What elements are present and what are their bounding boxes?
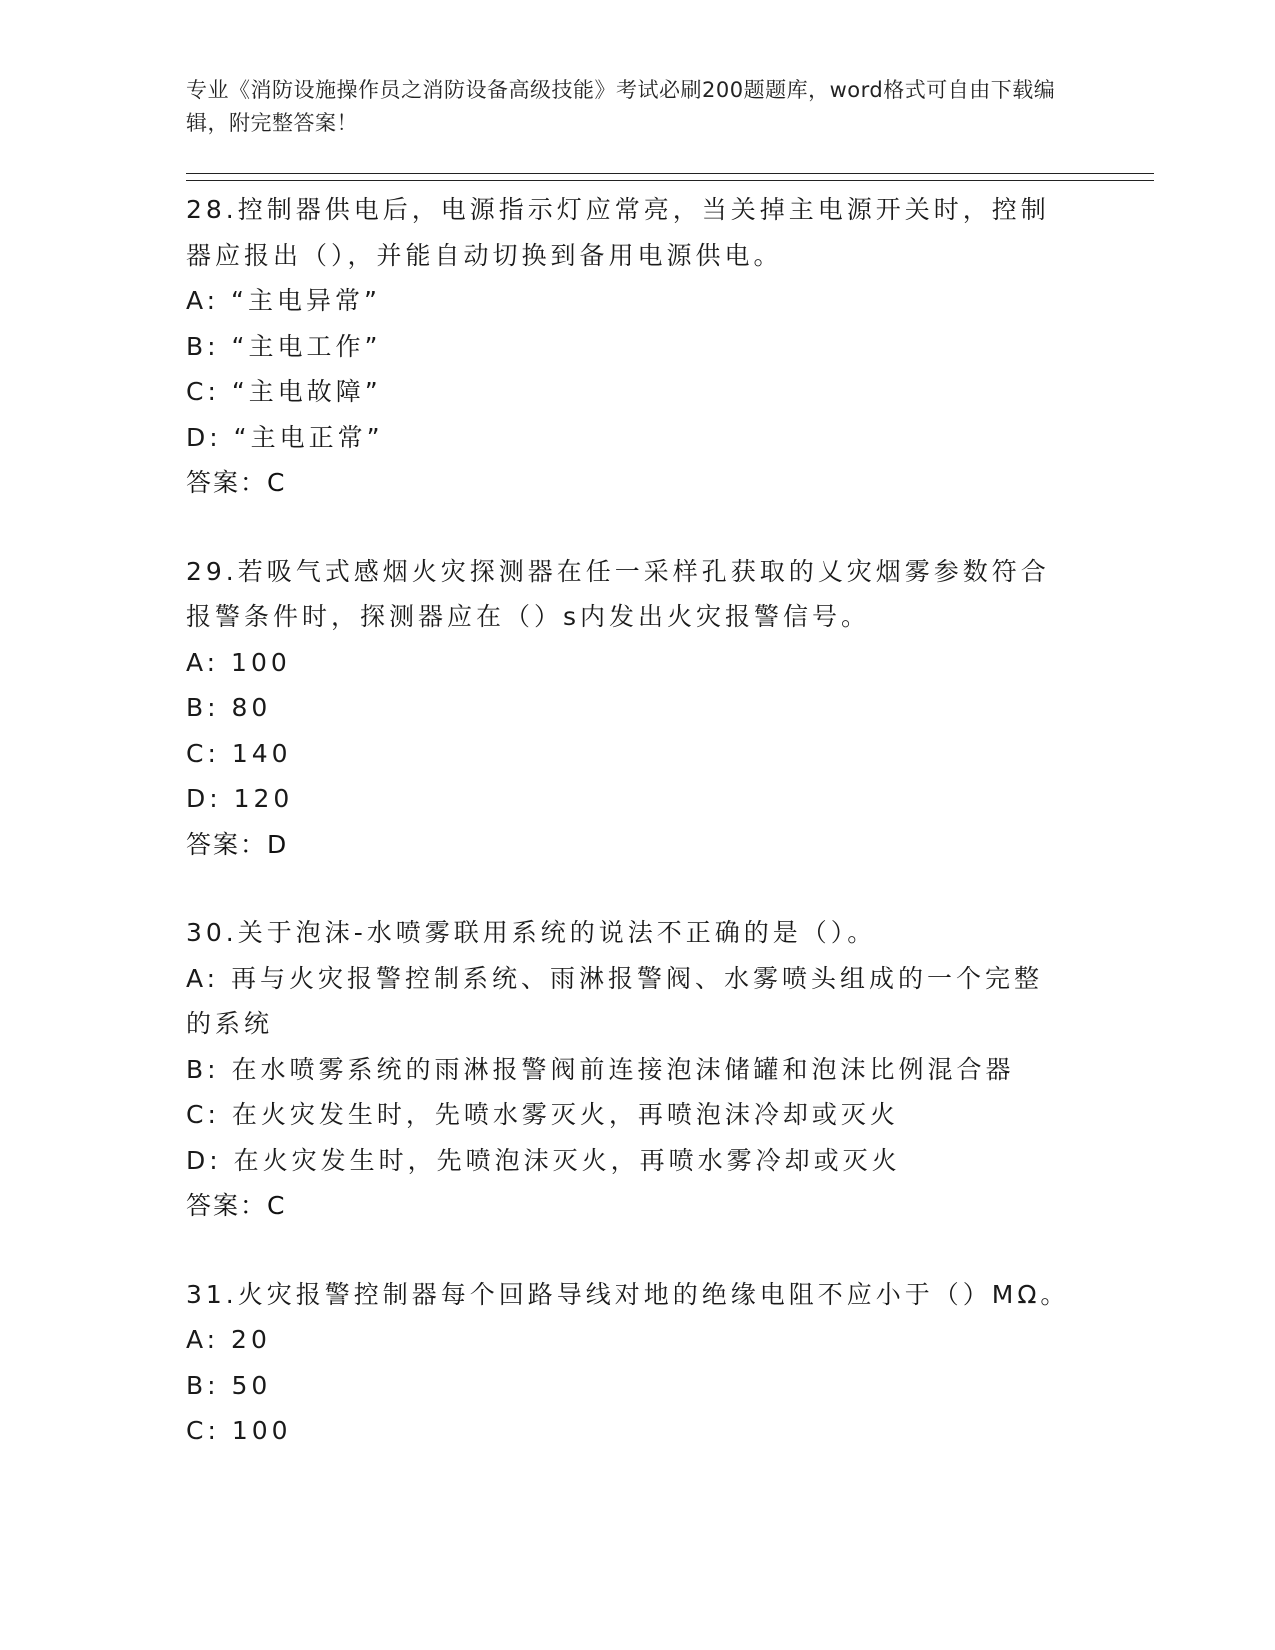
option-b: B: 在水喷雾系统的雨淋报警阀前连接泡沫储罐和泡沫比例混合器 <box>186 1054 1015 1084</box>
question-stem: 28.控制器供电后，电源指示灯应常亮，当关掉主电源开关时，控制器应报出（），并能自动切换到备用电源供电。 <box>186 195 1050 270</box>
answer <box>186 1183 1086 1229</box>
answer-value: C <box>267 468 286 497</box>
header-rule-top <box>186 173 1154 174</box>
document-header: 专业《消防设施操作员之消防设备高级技能》考试必刷200题题库，word格式可自由下载编辑，附完整答案！ <box>186 78 1056 135</box>
option-c: C: 140 <box>186 738 292 768</box>
option-a: A: 20 <box>186 1325 271 1354</box>
option-b: B: “主电工作” <box>186 331 382 361</box>
option-b: B: 80 <box>186 693 272 722</box>
option-b: B: 50 <box>186 1370 272 1400</box>
question-29 <box>186 549 1086 868</box>
answer-value: C <box>267 1191 286 1220</box>
answer-label: 答案： <box>186 829 268 859</box>
question-stem: 30.关于泡沫-水喷雾联用系统的说法不正确的是（）。 <box>186 918 877 947</box>
answer-label: 答案： <box>186 1191 268 1220</box>
option-d: D: 120 <box>186 784 294 813</box>
question-31 <box>186 1272 1086 1454</box>
answer <box>186 460 1086 506</box>
answer <box>186 822 1086 868</box>
option-c: C: 在火灾发生时，先喷水雾灭火，再喷泡沫冷却或灭火 <box>186 1100 899 1129</box>
header-rule-bottom <box>186 180 1154 181</box>
option-d: D: “主电正常” <box>186 422 384 452</box>
answer-value: D <box>267 829 288 859</box>
option-a: A: 再与火灾报警控制系统、雨淋报警阀、水雾喷头组成的一个完整的系统 <box>186 963 1044 1038</box>
question-stem: 29.若吸气式感烟火灾探测器在任一采样孔获取的乂灾烟雾参数符合报警条件时，探测器应在（）s内发出火灾报警信号。 <box>186 556 1050 631</box>
question-list <box>186 187 1086 1497</box>
question-stem: 31.火灾报警控制器每个回路导线对地的绝缘电阻不应小于（）MΩ。 <box>186 1279 1070 1309</box>
answer-label: 答案： <box>186 468 268 497</box>
option-d: D: 在火灾发生时，先喷泡沫灭火，再喷水雾冷却或灭火 <box>186 1145 901 1175</box>
question-28 <box>186 187 1086 506</box>
option-a: A: “主电异常” <box>186 286 381 315</box>
question-30 <box>186 910 1086 1229</box>
option-c: C: “主电故障” <box>186 377 382 406</box>
option-c: C: 100 <box>186 1416 292 1445</box>
option-a: A: 100 <box>186 647 291 677</box>
